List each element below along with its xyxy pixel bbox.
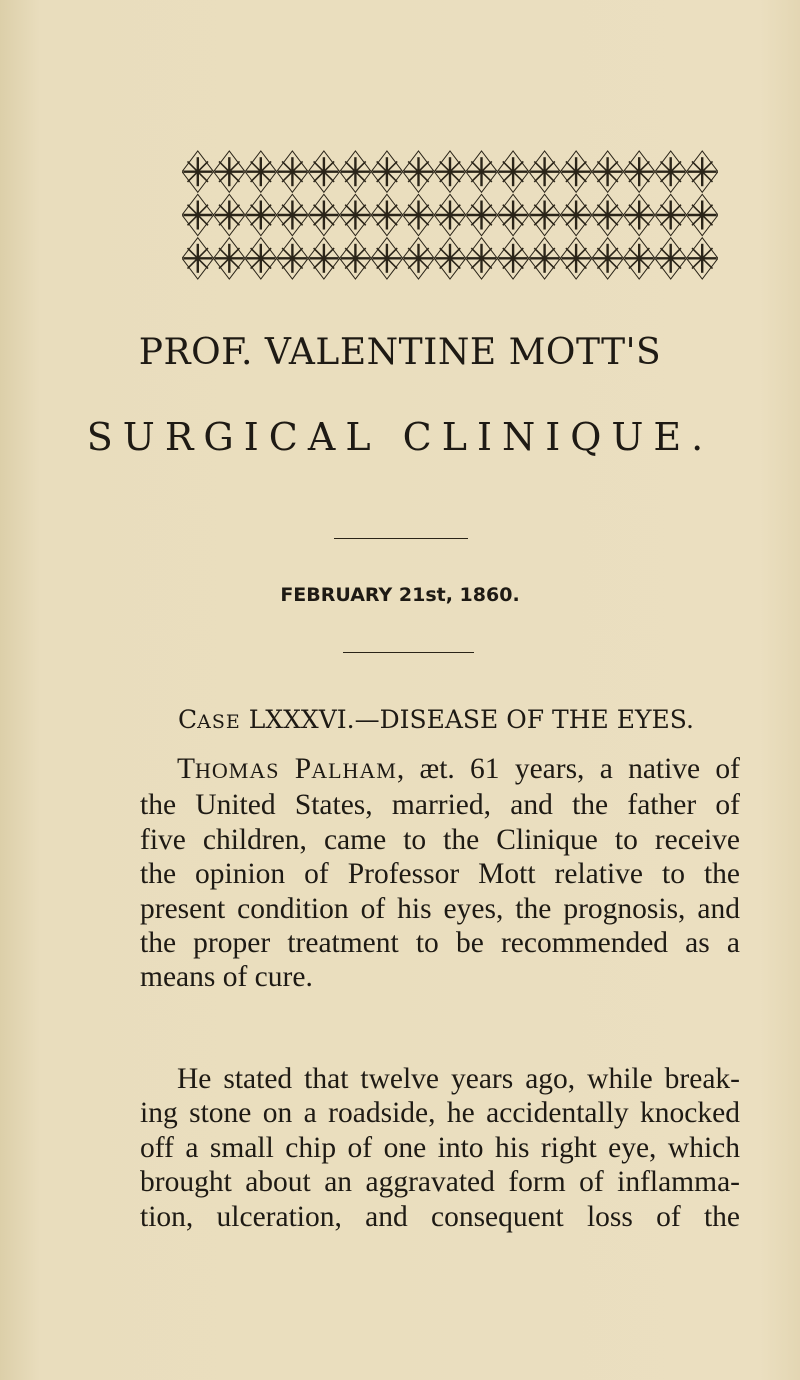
asterisk-glyph-icon: [277, 151, 309, 192]
asterisk-glyph-icon: [529, 151, 561, 192]
asterisk-glyph-icon: [686, 194, 718, 235]
asterisk-glyph-icon: [592, 238, 624, 279]
case-title: LXXXVI.—DISEASE OF THE EYES.: [240, 705, 694, 734]
asterisk-glyph-icon: [623, 194, 655, 235]
asterisk-glyph-icon: [182, 194, 214, 235]
asterisk-glyph-icon: [245, 238, 277, 279]
asterisk-glyph-icon: [340, 151, 372, 192]
asterisk-glyph-icon: [308, 238, 340, 279]
asterisk-glyph-icon: [403, 194, 435, 235]
asterisk-glyph-icon: [371, 238, 403, 279]
divider-rule-bottom: [343, 652, 474, 653]
header-surgical-clinique: SURGICAL CLINIQUE.: [86, 415, 714, 459]
paragraph-injury-history: [140, 1062, 740, 1234]
asterisk-glyph-icon: [655, 238, 687, 279]
asterisk-glyph-icon: [277, 194, 309, 235]
asterisk-glyph-icon: [686, 151, 718, 192]
lecture-date: FEBRUARY 21st, 1860.: [280, 584, 520, 606]
asterisk-glyph-icon: [371, 194, 403, 235]
asterisk-glyph-icon: [623, 238, 655, 279]
patient-age-origin: , æt. 61 years, a native of: [396, 753, 740, 785]
asterisk-glyph-icon: [340, 238, 372, 279]
asterisk-glyph-icon: [560, 194, 592, 235]
asterisk-glyph-icon: [182, 151, 214, 192]
asterisk-glyph-icon: [403, 238, 435, 279]
patient-last-name-initial: P: [294, 753, 312, 785]
text-line: present condition of his eyes, the prognosis, and: [140, 892, 740, 925]
divider-rule-top: [334, 538, 468, 539]
asterisk-glyph-icon: [560, 151, 592, 192]
asterisk-glyph-icon: [529, 194, 561, 235]
text-line: ing stone on a roadside, he accidentally knocked: [140, 1097, 740, 1130]
asterisk-glyph-icon: [308, 194, 340, 235]
asterisk-glyph-icon: [592, 151, 624, 192]
patient-first-name-rest: HOMAS: [195, 758, 280, 783]
paragraph-patient-introduction: [140, 752, 740, 995]
asterisk-glyph-icon: [655, 194, 687, 235]
asterisk-glyph-icon: [371, 151, 403, 192]
patient-last-name-rest: ALHAM: [311, 758, 397, 783]
asterisk-glyph-icon: [308, 151, 340, 192]
asterisk-glyph-icon: [497, 151, 529, 192]
asterisk-glyph-icon: [277, 238, 309, 279]
asterisk-glyph-icon: [434, 151, 466, 192]
asterisk-glyph-icon: [623, 151, 655, 192]
asterisk-glyph-icon: [403, 151, 435, 192]
asterisk-glyph-icon: [434, 194, 466, 235]
asterisk-glyph-icon: [434, 238, 466, 279]
case-prefix-initial: C: [178, 705, 198, 734]
patient-first-name-initial: T: [177, 753, 196, 785]
asterisk-glyph-icon: [466, 238, 498, 279]
text-line: the proper treatment to be recommended as a: [140, 927, 740, 960]
header-professor-name: PROF. VALENTINE MOTT'S: [138, 332, 662, 373]
asterisk-glyph-icon: [214, 151, 246, 192]
asterisk-glyph-icon: [560, 238, 592, 279]
asterisk-glyph-icon: [497, 194, 529, 235]
text-line: tion, ulceration, and consequent loss of the: [140, 1200, 740, 1233]
text-line: [140, 752, 740, 788]
asterisk-glyph-icon: [245, 151, 277, 192]
text-line: the opinion of Professor Mott relative to the: [140, 858, 740, 891]
text-line: He stated that twelve years ago, while break-: [177, 1063, 740, 1095]
asterisk-glyph-icon: [340, 194, 372, 235]
text-line: off a small chip of one into his right eye, which: [140, 1131, 740, 1164]
text-line: the United States, married, and the father of: [140, 789, 740, 822]
asterisk-glyph-icon: [245, 194, 277, 235]
asterisk-glyph-icon: [466, 194, 498, 235]
asterisk-glyph-icon: [466, 151, 498, 192]
asterisk-glyph-icon: [214, 194, 246, 235]
asterisk-glyph-icon: [686, 238, 718, 279]
asterisk-glyph-icon: [497, 238, 529, 279]
text-line: brought about an aggravated form of inflamma-: [140, 1166, 740, 1199]
asterisk-glyph-icon: [529, 238, 561, 279]
text-line: means of cure.: [140, 961, 313, 994]
case-prefix-rest: ASE: [197, 711, 241, 733]
asterisk-glyph-icon: [182, 238, 214, 279]
text-line: five children, came to the Clinique to receive: [140, 823, 740, 856]
case-heading: [178, 705, 694, 734]
asterisk-glyph-icon: [655, 151, 687, 192]
asterisk-border-ornament-icon: [182, 150, 718, 280]
asterisk-glyph-icon: [214, 238, 246, 279]
asterisk-glyph-icon: [592, 194, 624, 235]
